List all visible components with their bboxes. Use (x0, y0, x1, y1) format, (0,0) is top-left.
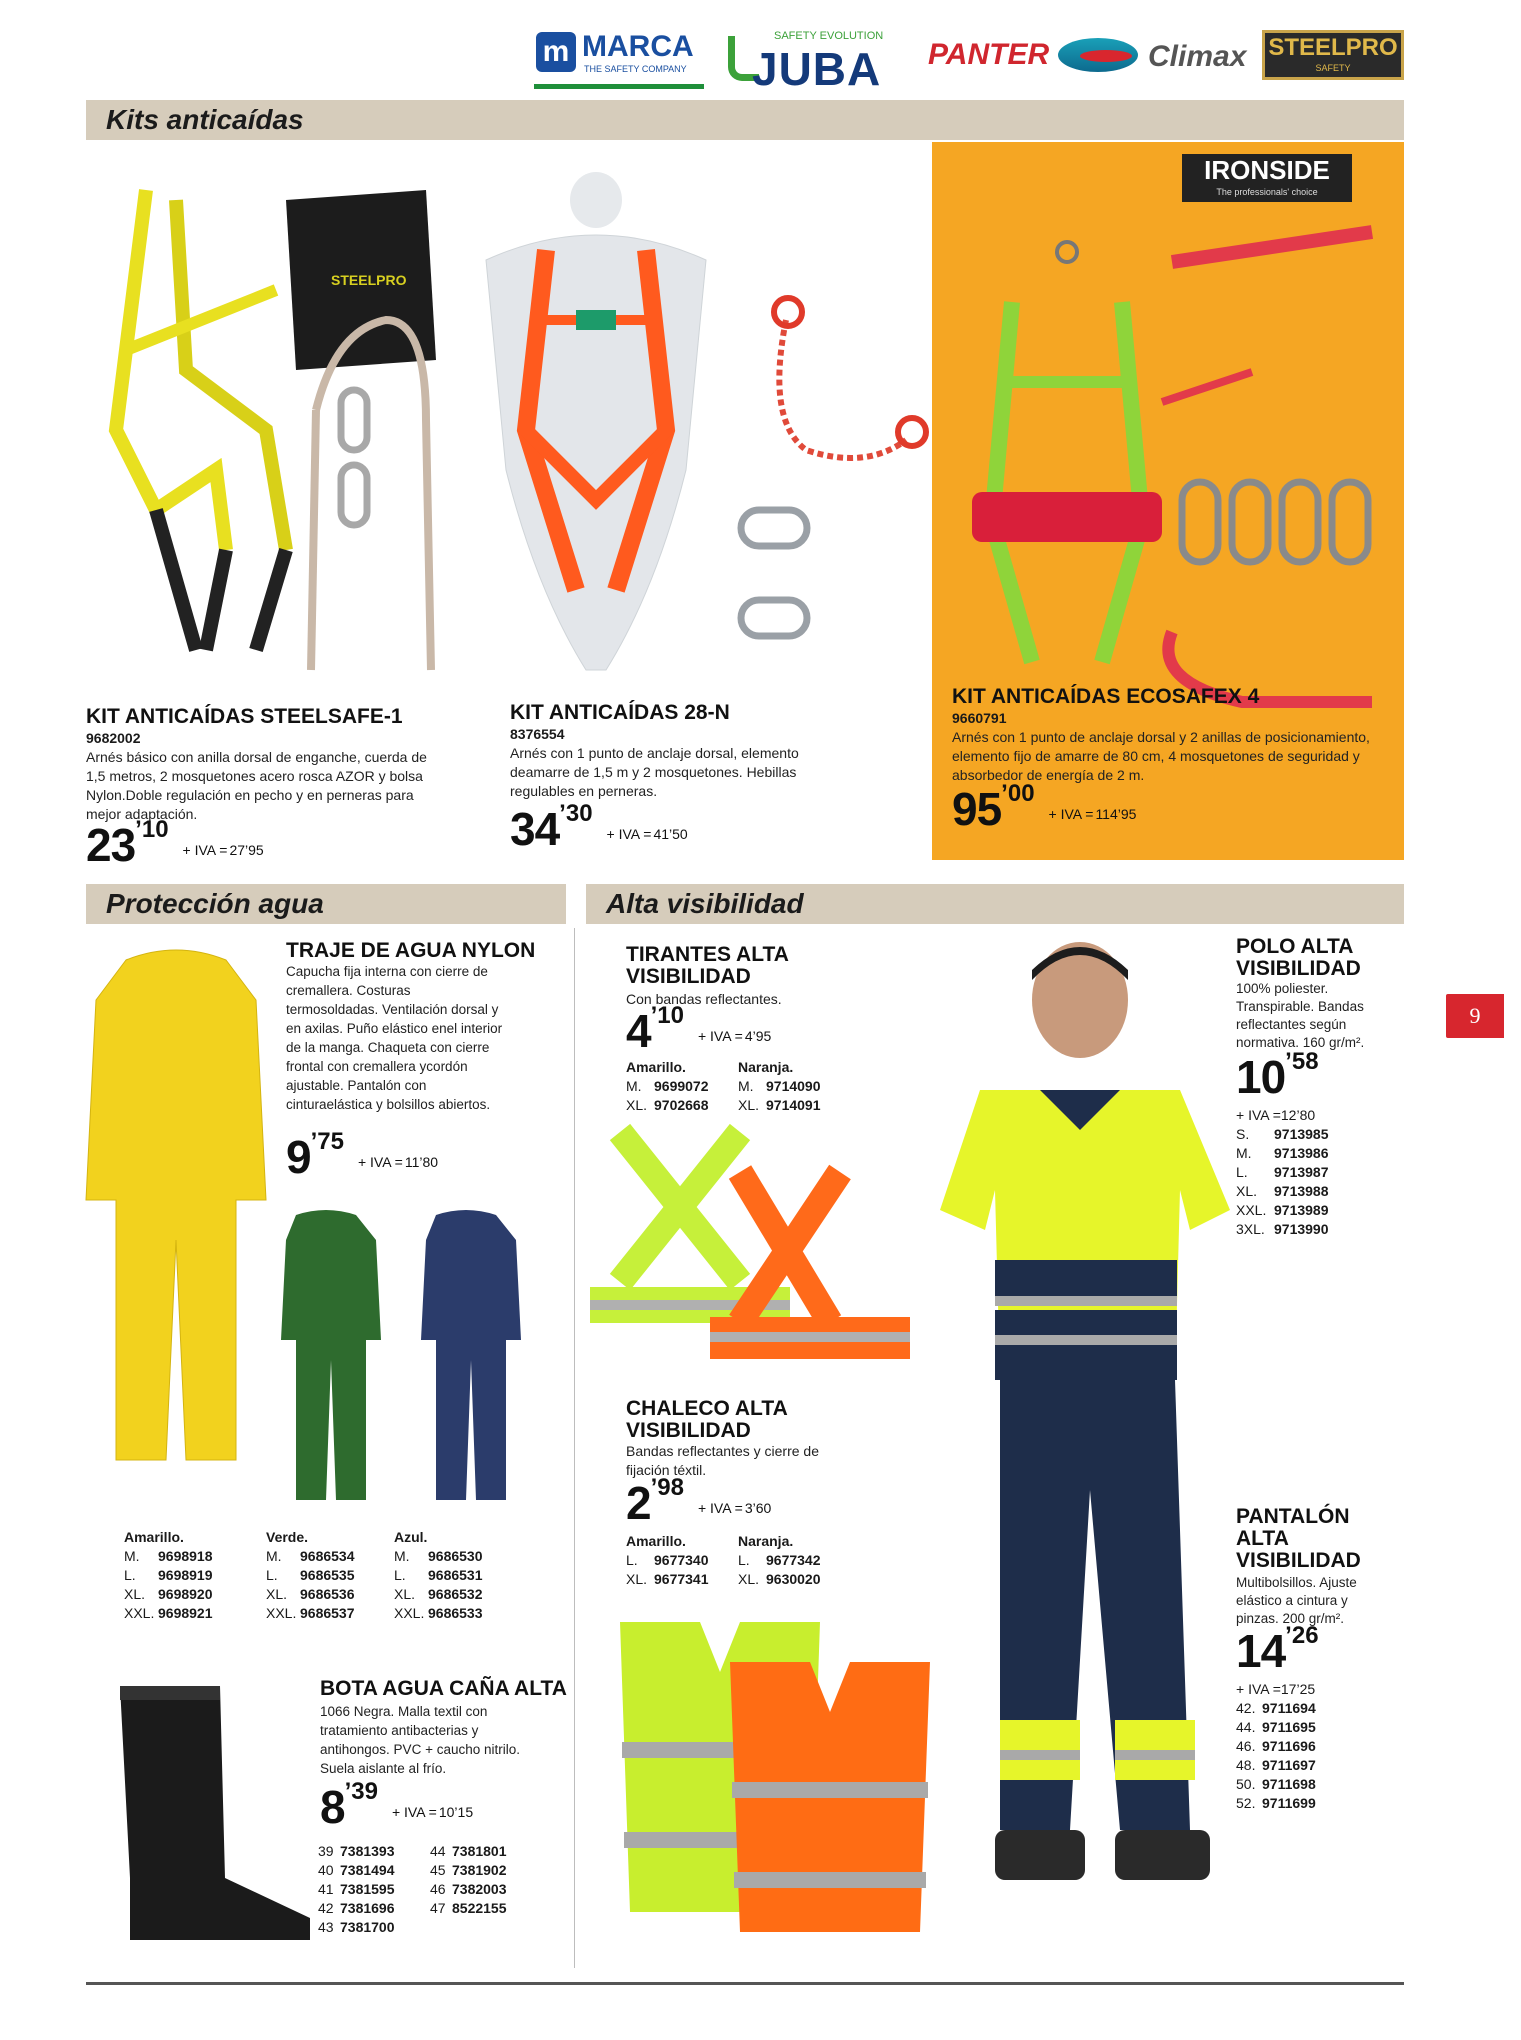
tirantes-title: TIRANTES ALTA VISIBILIDAD (626, 943, 789, 988)
code-row: XXL. 9713989 (1236, 1202, 1329, 1218)
price-iva-value: 4’95 (744, 1028, 772, 1044)
code-row: XXL. 9686537 (266, 1605, 355, 1621)
price-iva-label: + IVA = (182, 842, 228, 858)
code-row: L. 9713987 (1236, 1164, 1329, 1180)
price-dec: ’10 (650, 1002, 684, 1029)
climax-wordmark: Climax (1148, 40, 1247, 73)
price-dec: ’39 (344, 1778, 378, 1805)
tirantes-desc: Con bandas reflectantes. (626, 991, 782, 1007)
traje-price (286, 1130, 438, 1184)
steelpro-wordmark: STEELPRO (1268, 34, 1398, 61)
price-iva-value: 41’50 (653, 826, 688, 842)
price-iva-value: 27’95 (229, 842, 264, 858)
traje-codes-amarillo (124, 1528, 213, 1623)
price-dec: ’75 (310, 1128, 344, 1155)
marca-icon: m (536, 32, 576, 72)
bota-desc: 1066 Negra. Malla textil con tratamiento antibacterias y antihongos. PVC + caucho nitrilo. Suela aislante al frío. (320, 1704, 520, 1776)
code-row: XL. 9677341 (626, 1571, 709, 1587)
code-row: 46 7382003 (430, 1881, 507, 1897)
code-row: 44. 9711695 (1236, 1719, 1316, 1735)
bota-sizes-left (318, 1842, 395, 1937)
panter-logo: PANTER (928, 38, 1050, 71)
code-row: L. 9686531 (394, 1567, 483, 1583)
kit-steelsafe-desc: Arnés básico con anilla dorsal de enganche, cuerda de 1,5 metros, 2 mosquetones acero rosca AZOR y bolsa Nylon.Doble regulación en pecho y en perneras para mejor adaptación. (86, 749, 427, 822)
code-row: XL. 9630020 (738, 1571, 821, 1587)
code-row: 39 7381393 (318, 1843, 395, 1859)
red-strap-icon (1162, 232, 1372, 702)
kit-28n-image (466, 170, 926, 690)
price-iva-label: + IVA = (697, 1500, 743, 1516)
kit-ecosafex-code: 9660791 (952, 710, 1007, 726)
orange-vest-icon (730, 1662, 930, 1932)
price-int: 2 (626, 1477, 651, 1529)
code-row: M. 9699072 (626, 1078, 709, 1094)
code-row: 48. 9711697 (1236, 1757, 1316, 1773)
ironside-logo (1182, 154, 1352, 202)
price-int: 34 (510, 803, 560, 855)
code-row: 3XL. 9713990 (1236, 1221, 1329, 1237)
traje-title: TRAJE DE AGUA NYLON (286, 939, 536, 962)
code-row: XL. 9686532 (394, 1586, 483, 1602)
price-int: 9 (286, 1131, 311, 1183)
code-row: XL. 9686536 (266, 1586, 355, 1602)
kit-ecosafex-price (952, 782, 1136, 836)
price-iva-label: + IVA = (391, 1804, 437, 1820)
code-row: 47 8522155 (430, 1900, 507, 1916)
yellow-harness-icon (116, 190, 286, 650)
code-row: 42. 9711694 (1236, 1700, 1316, 1716)
code-row: XL. 9698920 (124, 1586, 213, 1602)
section-kits-anticaidas: Kits anticaídas (86, 100, 1404, 140)
bag-label: STEELPRO (331, 272, 407, 288)
bota-title: BOTA AGUA CAÑA ALTA (320, 1677, 567, 1700)
price-iva-value: 10’15 (438, 1804, 474, 1820)
code-row: XXL. 9686533 (394, 1605, 483, 1621)
code-row: 43 7381700 (318, 1919, 395, 1935)
ecosafex-panel (932, 142, 1404, 860)
bottom-rule (86, 1982, 1404, 1985)
price-int: 8 (320, 1781, 345, 1833)
kit-steelsafe-code: 9682002 (86, 730, 141, 746)
color-name: Azul. (394, 1529, 428, 1545)
price-iva-label: + IVA = (357, 1154, 403, 1170)
steelsafe-kit-image (86, 170, 456, 690)
worker-head-icon (1032, 942, 1128, 1058)
chaleco-codes-naranja (738, 1532, 821, 1589)
code-row: 41 7381595 (318, 1881, 395, 1897)
code-row: M. 9714090 (738, 1078, 821, 1094)
kit-ecosafex-title: KIT ANTICAÍDAS ECOSAFEX 4 (952, 685, 1260, 708)
steelpro-tagline: SAFETY (1315, 63, 1351, 73)
carabiner-icon (741, 510, 807, 636)
color-name: Amarillo. (626, 1533, 686, 1549)
kit-ecosafex-desc: Arnés con 1 punto de anclaje dorsal y 2 anillas de posicionamiento, elemento fijo de amarre de 80 cm, 4 mosquetones de seguridad y absorbedor de energía de 2 m. (952, 729, 1370, 783)
price-dec: ’00 (1001, 780, 1035, 807)
polo-codes (1236, 1106, 1329, 1239)
steelpro-logo (1262, 30, 1404, 80)
price-int: 10 (1236, 1051, 1286, 1103)
code-row: 45 7381902 (430, 1862, 507, 1878)
traje-codes-verde (266, 1528, 355, 1623)
code-row: S. 9713985 (1236, 1126, 1329, 1142)
bota-sizes-right (430, 1842, 507, 1918)
code-row: L. 9698919 (124, 1567, 213, 1583)
code-row: XXL. 9698921 (124, 1605, 213, 1621)
price-dec: ’10 (135, 816, 169, 843)
price-int: 4 (626, 1005, 651, 1057)
kit-28n-title: KIT ANTICAÍDAS 28-N (510, 701, 730, 724)
ironside-wordmark: IRONSIDE (1204, 155, 1330, 185)
pantalon-title: PANTALÓN ALTA VISIBILIDAD (1236, 1505, 1361, 1572)
code-row: 46. 9711696 (1236, 1738, 1316, 1754)
polo-price (1236, 1050, 1319, 1104)
kit-28n-price (510, 802, 688, 856)
code-row: 40 7381494 (318, 1862, 395, 1878)
price-iva-value: 114’95 (1095, 806, 1137, 822)
price-int: 23 (86, 819, 136, 871)
column-divider (574, 928, 575, 1968)
price-dec: ’26 (1285, 1622, 1319, 1649)
color-name: Amarillo. (626, 1059, 686, 1075)
price-int: 95 (952, 783, 1002, 835)
page-number-tab: 9 (1446, 994, 1504, 1038)
kit-steelsafe-title: KIT ANTICAÍDAS STEELSAFE-1 (86, 705, 403, 728)
rubber-boot-image (100, 1678, 320, 1948)
code-row: 42 7381696 (318, 1900, 395, 1916)
color-name: Naranja. (738, 1059, 794, 1075)
price-iva-value: 3’60 (744, 1500, 772, 1516)
price-iva-label: + IVA = (606, 826, 652, 842)
carabiner-icon (341, 390, 367, 525)
price-iva-label: + IVA = (697, 1028, 743, 1044)
color-name: Naranja. (738, 1533, 794, 1549)
climax-swoosh-red (1080, 50, 1132, 62)
code-row: M. 9698918 (124, 1548, 213, 1564)
juba-tagline: SAFETY EVOLUTION (774, 30, 884, 42)
tirantes-codes-naranja (738, 1058, 821, 1115)
color-name: Amarillo. (124, 1529, 184, 1545)
code-row: L. 9686535 (266, 1567, 355, 1583)
marca-tagline: THE SAFETY COMPANY (584, 64, 687, 74)
code-row: M. 9713986 (1236, 1145, 1329, 1161)
bota-price (320, 1780, 473, 1834)
rope-hooks-icon (774, 298, 926, 458)
code-row: XL. 9702668 (626, 1097, 709, 1113)
code-row: 52. 9711699 (1236, 1795, 1316, 1811)
hi-vis-polo-icon (940, 1090, 1230, 1380)
suspenders-image (590, 1122, 930, 1382)
price-iva-label: + IVA = (1048, 806, 1094, 822)
code-row: 50. 9711698 (1236, 1776, 1316, 1792)
pantalon-codes (1236, 1680, 1316, 1813)
kit-28n-code: 8376554 (510, 726, 565, 742)
code-row: L. 9677342 (738, 1552, 821, 1568)
price-int: 14 (1236, 1625, 1286, 1677)
blue-rain-suit-icon (421, 1210, 521, 1500)
kit-steelsafe-price (86, 818, 264, 872)
ecosafex-kit-image (952, 202, 1392, 762)
code-row: M. 9686534 (266, 1548, 355, 1564)
kit-28n-desc: Arnés con 1 punto de anclaje dorsal, elemento deamarre de 1,5 m y 2 mosquetones. Hebillas regulables en perneras. (510, 745, 799, 799)
boot-icon (120, 1686, 310, 1940)
section-proteccion-agua: Protección agua (86, 884, 566, 924)
work-boots-icon (995, 1830, 1210, 1880)
price-dec: ’58 (1285, 1048, 1319, 1075)
code-row: XL. 9713988 (1236, 1183, 1329, 1199)
yellow-rain-suit-icon (86, 950, 266, 1460)
pantalon-desc: Multibolsillos. Ajuste elástico a cintura y pinzas. 200 gr/m². (1236, 1575, 1357, 1626)
price-iva: + IVA =17’25 (1236, 1681, 1316, 1697)
worker-model-image (940, 930, 1240, 1940)
rope-lanyard-icon (311, 320, 431, 670)
juba-logo (728, 26, 908, 95)
chaleco-codes-amarillo (626, 1532, 709, 1589)
marca-logo (534, 24, 704, 89)
code-row: 44 7381801 (430, 1843, 507, 1859)
section-alta-visibilidad: Alta visibilidad (586, 884, 1404, 924)
polo-desc: 100% poliester. Transpirable. Bandas reflectantes según normativa. 160 gr/m². (1236, 981, 1365, 1050)
hi-vis-pants-icon (1000, 1380, 1195, 1830)
vests-image (610, 1612, 940, 1942)
climax-logo (1058, 34, 1248, 78)
green-rain-suit-icon (281, 1210, 381, 1500)
traje-desc: Capucha fija interna con cierre de cremallera. Costuras termosoldadas. Ventilación dorsal y en axilas. Puño elástico enel interior de la manga. Chaqueta con cierre frontal con cremallera ycordón ajustable. Pantalón con cinturaelástica y bolsillos abiertos. (286, 964, 503, 1112)
polo-title: POLO ALTA VISIBILIDAD (1236, 935, 1361, 980)
code-row: M. 9686530 (394, 1548, 483, 1564)
tirantes-price (626, 1004, 771, 1058)
pantalon-price (1236, 1624, 1319, 1678)
chaleco-price (626, 1476, 771, 1530)
color-name: Verde. (266, 1529, 309, 1545)
juba-wordmark: JUBA (752, 43, 882, 95)
code-row: L. 9677340 (626, 1552, 709, 1568)
carabiner-icon (1182, 482, 1368, 562)
traje-codes-azul (394, 1528, 483, 1623)
price-dec: ’30 (559, 800, 593, 827)
chaleco-title: CHALECO ALTA VISIBILIDAD (626, 1397, 787, 1442)
price-iva: + IVA =12’80 (1236, 1107, 1316, 1123)
tirantes-codes-amarillo (626, 1058, 709, 1115)
code-row: XL. 9714091 (738, 1097, 821, 1113)
marca-wordmark: MARCA (582, 30, 694, 63)
price-iva-value: 11’80 (404, 1154, 439, 1170)
green-harness-icon (972, 242, 1162, 662)
chaleco-desc: Bandas reflectantes y cierre de fijación téxtil. (626, 1443, 819, 1478)
price-dec: ’98 (650, 1474, 684, 1501)
ironside-tagline: The professionals' choice (1216, 187, 1318, 197)
